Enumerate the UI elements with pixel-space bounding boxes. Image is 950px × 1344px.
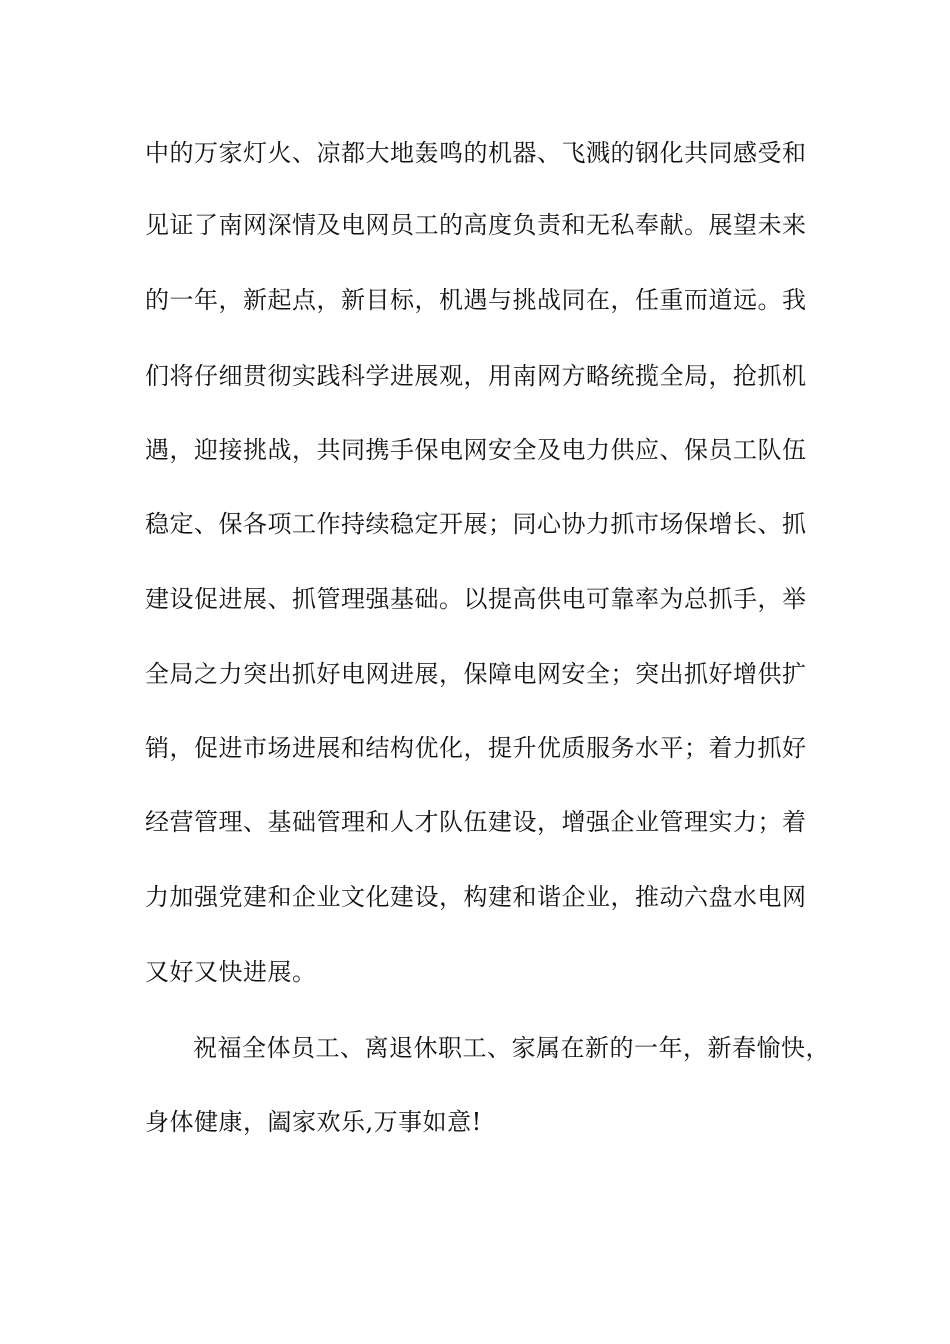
text-line: 又好又快进展。 bbox=[145, 958, 317, 986]
text-line: 遇，迎接挑战，共同携手保电网安全及电力供应、保员工队伍 bbox=[145, 436, 807, 464]
text-line: 们将仔细贯彻实践科学进展观，用南网方略统揽全局，抢抓机 bbox=[145, 362, 807, 390]
text-line: 稳定、保各项工作持续稳定开展；同心协力抓市场保增长、抓 bbox=[145, 510, 807, 538]
text-line: 见证了南网深情及电网员工的高度负责和无私奉献。展望未来 bbox=[145, 211, 807, 239]
text-line: 销，促进市场进展和结构优化，提升优质服务水平；着力抓好 bbox=[145, 734, 807, 762]
text-line: 身体健康，阖家欢乐,万事如意! bbox=[145, 1108, 482, 1136]
text-line: 祝福全体员工、离退休职工、家属在新的一年，新春愉快， bbox=[193, 1034, 830, 1062]
text-line: 经营管理、基础管理和人才队伍建设，增强企业管理实力；着 bbox=[145, 808, 807, 836]
text-line: 建设促进展、抓管理强基础。以提高供电可靠率为总抓手，举 bbox=[145, 585, 807, 613]
text-line: 中的万家灯火、凉都大地轰鸣的机器、飞溅的钢化共同感受和 bbox=[145, 139, 807, 167]
text-line: 的一年，新起点，新目标，机遇与挑战同在，任重而道远。我 bbox=[145, 286, 807, 314]
text-line: 全局之力突出抓好电网进展，保障电网安全；突出抓好增供扩 bbox=[145, 660, 807, 688]
text-line: 力加强党建和企业文化建设，构建和谐企业，推动六盘水电网 bbox=[145, 883, 807, 911]
